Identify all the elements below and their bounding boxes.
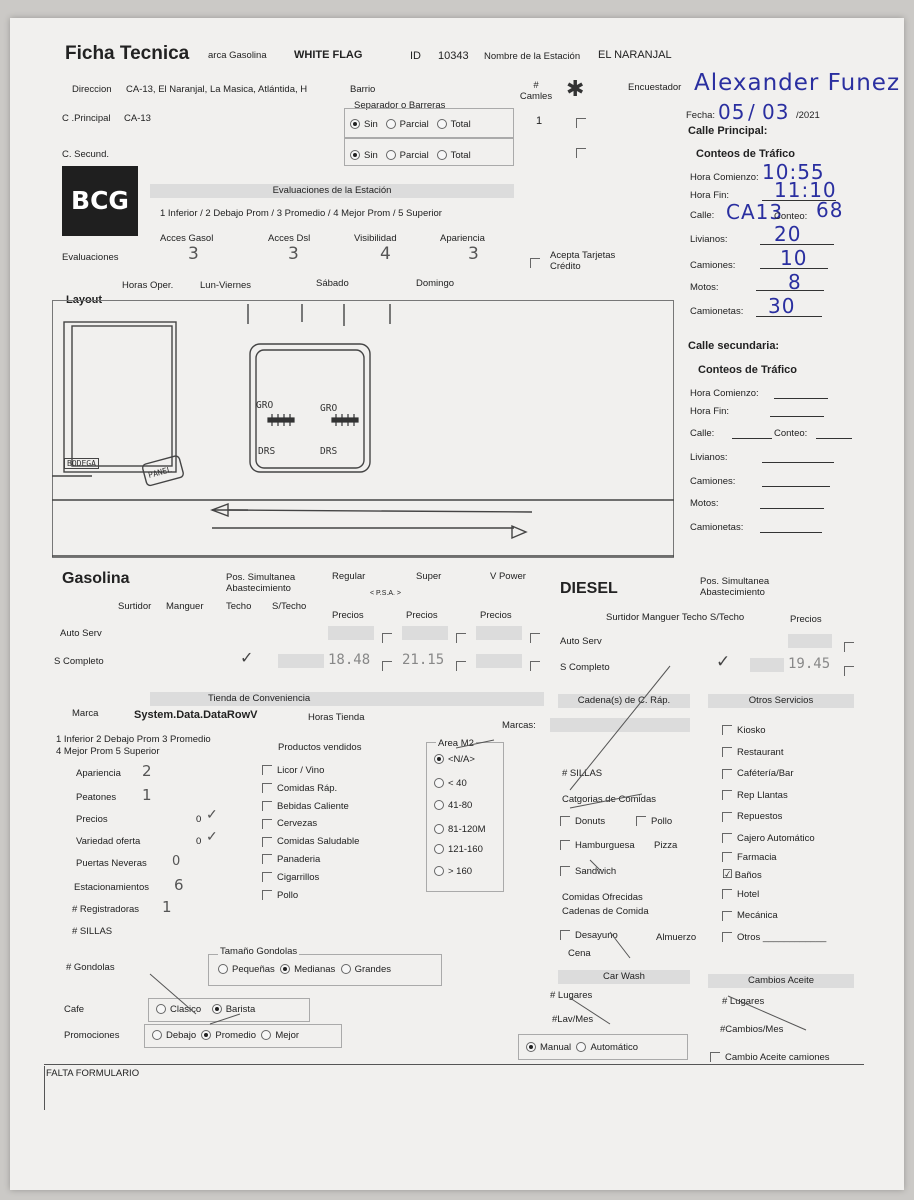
area-na[interactable]: <N/A> (434, 754, 475, 765)
camiles-count: 1 (536, 115, 543, 127)
sec-motos-label: Motos: (690, 498, 719, 509)
comida-almuerzo-label: Almuerzo (656, 932, 697, 943)
pump2-top: GRO (320, 403, 338, 414)
scribble-mark: ✱ (566, 76, 585, 101)
fecha-month: 03 (762, 100, 790, 124)
cadenas-heading: Cadena(s) de C. Ráp. (558, 694, 690, 708)
carwash-lugares-label: # Lugares (550, 990, 593, 1001)
area-heading: Area M2 (438, 738, 474, 749)
cafe-options[interactable]: Clasico Barista (156, 1004, 255, 1015)
csecund-label: C. Secund. (62, 149, 109, 160)
area-lt40[interactable]: < 40 (434, 778, 467, 789)
categorias-label: Catgorias de Comidas (562, 794, 656, 805)
form-title: Ficha Tecnica (65, 43, 190, 64)
station-label: Nombre de la Estación (484, 51, 581, 62)
productos-heading: Productos vendidos (278, 742, 362, 753)
hora-fin-label: Hora Fin: (690, 190, 730, 201)
gasolina-surtidor: Surtidor (118, 601, 152, 612)
otro-hotel[interactable]: Hotel (722, 884, 826, 906)
tienda-scale1: 1 Inferior 2 Debajo Prom 3 Promedio (56, 734, 211, 745)
precios-regular-label: Precios (332, 610, 364, 621)
gas-techo-checkmark: ✓ (240, 650, 254, 667)
cat-pollo[interactable]: Pollo (636, 816, 672, 827)
tienda-marca-value: System.Data.DataRowV (134, 709, 258, 721)
calle-label: Calle: (690, 210, 715, 221)
eval-gasol-value: 3 (188, 244, 199, 264)
area-41-80[interactable]: 41-80 (434, 800, 472, 811)
cprincipal-label: C .Principal (62, 113, 111, 124)
gasolina-pos-sim: Pos. Simultanea Abastecimiento (226, 572, 296, 594)
tienda-scale2: 4 Mejor Prom 5 Superior (56, 746, 160, 757)
otro-repuestos[interactable]: Repuestos (722, 806, 826, 828)
gasolina-vpower: V Power (490, 571, 526, 582)
evaluaciones-scale: 1 Inferior / 2 Debajo Prom / 3 Promedio / 4 Mejor Prom / 5 Superior (160, 208, 442, 219)
camionetas-label: Camionetas: (690, 306, 744, 317)
fecha-day: 05 (718, 100, 746, 124)
cadenas-sillas-label: # SILLAS (562, 768, 603, 779)
gas-s-completo-label: S Completo (54, 656, 104, 667)
survey-form-sheet (10, 18, 904, 1190)
cat-donuts[interactable]: Donuts (560, 816, 605, 827)
area-121-160[interactable]: 121-160 (434, 844, 483, 855)
sec-camiones-label: Camiones: (690, 476, 736, 487)
tamano-options[interactable]: Pequeñas Medianas Grandes (218, 964, 391, 975)
variedad-label: Variedad oferta (76, 836, 141, 847)
separador-secund-options[interactable]: Sin Parcial Total (350, 150, 471, 161)
hora-fin-value: 11:10 (774, 178, 837, 202)
gondolas-label: # Gondolas (66, 962, 115, 973)
promociones-label: Promociones (64, 1030, 120, 1041)
otro-rep-llantas[interactable]: Rep Llantas (722, 785, 826, 807)
cat-pizza-label: Pizza (654, 840, 678, 851)
pump2-bottom: DRS (320, 446, 338, 457)
encuestador-label: Encuestador (628, 82, 682, 93)
motos-value: 8 (788, 270, 802, 294)
horas-dom: Domingo (416, 278, 455, 289)
cambios-mes-label: #Cambios/Mes (720, 1024, 784, 1035)
eval-col-dsl: Acces Dsl (268, 233, 311, 244)
gasolina-manguer: Manguer (166, 601, 204, 612)
tienda-sillas-label: # SILLAS (72, 926, 113, 937)
producto-bebidas-caliente[interactable]: Bebidas Caliente (262, 798, 359, 816)
horas-label: Horas Oper. (122, 280, 174, 291)
puertas-value: 0 (172, 854, 181, 869)
registradoras-label: # Registradoras (72, 904, 140, 915)
promo-options[interactable]: Debajo Promedio Mejor (152, 1030, 299, 1041)
precios-checkmark: ✓ (206, 806, 218, 822)
cat-sandwich[interactable]: Sandwich (560, 866, 616, 877)
layout-label: Layout (66, 294, 103, 306)
calle-principal-heading: Calle Principal: (688, 125, 768, 137)
carwash-lavmes-label: #Lav/Mes (552, 1014, 594, 1025)
cafe-label: Cafe (64, 1004, 85, 1015)
sec-hora-fin-label: Hora Fin: (690, 406, 730, 417)
camiones-label: Camiones: (690, 260, 736, 271)
precios-super-label: Precios (406, 610, 438, 621)
camiles-label: # Camles (519, 80, 553, 102)
carwash-type-options[interactable]: Manual Automático (526, 1042, 638, 1053)
pump1-bottom: DRS (258, 446, 276, 457)
horas-lun: Lun-Viernes (200, 280, 252, 291)
gasolina-super: Super (416, 571, 442, 582)
conteos-secundaria-heading: Conteos de Tráfico (698, 364, 798, 376)
conteo-label: Conteo: (774, 211, 808, 222)
eval-col-apariencia: Apariencia (440, 233, 485, 244)
cat-hamburguesa[interactable]: Hamburguesa (560, 840, 635, 851)
fecha-sep: / (748, 100, 756, 124)
conteos-principal-heading: Conteos de Tráfico (696, 148, 796, 160)
otro-restaurant[interactable]: Restaurant (722, 742, 826, 764)
marca-value: WHITE FLAG (294, 49, 363, 61)
separador-label: Separador o Barreras (354, 100, 446, 111)
comida-desayuno[interactable]: Desayuno (560, 930, 618, 941)
fecha-year: /2021 (796, 110, 820, 121)
direccion-value: CA-13, El Naranjal, La Masica, Atlántida, H (126, 84, 308, 95)
sec-conteo-label: Conteo: (774, 428, 808, 439)
producto-comidas-rap[interactable]: Comidas Ráp. (262, 780, 359, 798)
peatones-label: Peatones (76, 792, 117, 803)
cprincipal-value: CA-13 (124, 113, 151, 124)
encuestador-value: Alexander Funez (694, 70, 901, 96)
otro-otros[interactable]: Otros ____________ (722, 927, 826, 949)
estacionamientos-value: 6 (174, 876, 184, 894)
gasolina-psa: < P.S.A. > (370, 590, 402, 597)
calle-value: CA13 (726, 200, 784, 224)
diesel-heading: DIESEL (560, 580, 618, 597)
registradoras-value: 1 (162, 898, 172, 916)
sec-livianos-label: Livianos: (690, 452, 728, 463)
fecha-label: Fecha: (686, 110, 716, 121)
producto-pollo[interactable]: Pollo (262, 887, 359, 905)
diesel-precios-label: Precios (790, 614, 822, 625)
price-super: 21.15 (402, 652, 445, 668)
eval-apariencia-value: 3 (468, 244, 479, 264)
area-81-120[interactable]: 81-120M (434, 824, 486, 835)
comidas-ofrecidas-label: Comidas Ofrecidas (562, 892, 643, 903)
otro-farmacia[interactable]: Farmacia (722, 850, 826, 866)
eval-col-gasol: Acces Gasol (160, 233, 214, 244)
pen-strikes (10, 18, 904, 1190)
eval-col-visibilidad: Visibilidad (354, 233, 397, 244)
carwash-heading: Car Wash (558, 970, 690, 984)
livianos-value: 20 (774, 222, 802, 246)
camiones-value: 10 (780, 246, 808, 270)
eval-dsl-value: 3 (288, 244, 299, 264)
diesel-s-completo-label: S Completo (560, 662, 610, 673)
otro-kiosko[interactable]: Kiosko (722, 720, 826, 742)
tarjetas-label: Acepta Tarjetas Crédito (550, 250, 616, 272)
tienda-marca-label: Marca (72, 708, 99, 719)
camionetas-value: 30 (768, 294, 796, 318)
livianos-label: Livianos: (690, 234, 728, 245)
conteo-value: 68 (816, 198, 844, 222)
calle-secundaria-heading: Calle secundaria: (688, 340, 780, 352)
evaluaciones-label: Evaluaciones (62, 252, 119, 263)
otro-mecanica[interactable]: Mecánica (722, 905, 826, 927)
otro-banos[interactable]: ☑ Baños (722, 866, 762, 881)
cambios-lugares-label: # Lugares (722, 996, 765, 1007)
producto-comidas-saludable[interactable]: Comidas Saludable (262, 833, 359, 851)
sec-camionetas-label: Camionetas: (690, 522, 744, 533)
otro-cajero[interactable]: Cajero Automático (722, 828, 826, 850)
marcas-label: Marcas: (502, 720, 536, 731)
marca-label: arca Gasolina (208, 50, 267, 61)
tamano-heading: Tamaño Gondolas (220, 946, 298, 957)
diesel-techo-checkmark: ✓ (716, 652, 731, 671)
panel-label: PANEL (147, 465, 173, 480)
gasolina-heading: Gasolina (62, 570, 130, 587)
pump1-top: GRO (256, 400, 274, 411)
barrio-label: Barrio (350, 84, 376, 95)
hora-comienzo-label: Hora Comienzo: (690, 172, 759, 183)
producto-cervezas[interactable]: Cervezas (262, 815, 359, 833)
precios-vpower-label: Precios (480, 610, 512, 621)
sec-hora-comienzo-label: Hora Comienzo: (690, 388, 759, 399)
diesel-price: 19.45 (788, 656, 831, 672)
producto-cigarrillos[interactable]: Cigarrillos (262, 869, 359, 887)
station-value: EL NARANJAL (598, 49, 672, 61)
variedad-checkmark: ✓ (206, 828, 218, 844)
falta-formulario: FALTA FORMULARIO (46, 1068, 140, 1079)
diesel-header-row: Surtidor Manguer Techo S/Techo (606, 612, 745, 623)
puertas-label: Puertas Neveras (76, 858, 147, 869)
horas-sab: Sábado (316, 278, 349, 289)
evaluaciones-heading: Evaluaciones de la Estación (150, 184, 514, 198)
cambio-camiones[interactable]: Cambio Aceite camiones (710, 1052, 830, 1063)
precios-value: 0 (196, 814, 202, 825)
peatones-value: 1 (142, 786, 152, 804)
diesel-pos-sim: Pos. Simultanea Abastecimiento (700, 576, 770, 598)
separador-principal-options[interactable]: Sin Parcial Total (350, 119, 471, 130)
bodega-label: BODEGA (64, 458, 99, 469)
comida-cena-label: Cena (568, 948, 591, 959)
cadenas-comida-label: Cadenas de Comida (562, 906, 649, 917)
cambios-heading: Cambios Aceite (708, 974, 854, 988)
gasolina-techo: Techo (226, 601, 252, 612)
producto-licor[interactable]: Licor / Vino (262, 762, 359, 780)
producto-panaderia[interactable]: Panaderia (262, 851, 359, 869)
hora-comienzo-value: 10:55 (762, 160, 825, 184)
direccion-label: Direccion (72, 84, 112, 95)
id-label: ID (410, 50, 421, 62)
precios-label: Precios (76, 814, 108, 825)
gas-auto-serv-label: Auto Serv (60, 628, 102, 639)
id-value: 10343 (438, 50, 469, 62)
gasolina-regular: Regular (332, 571, 366, 582)
sec-calle-label: Calle: (690, 428, 715, 439)
bcg-logo: BCG (62, 166, 138, 236)
motos-label: Motos: (690, 282, 719, 293)
price-regular: 18.48 (328, 652, 371, 668)
area-gt160[interactable]: > 160 (434, 866, 472, 877)
estacionamientos-label: Estacionamientos (74, 882, 149, 893)
diesel-auto-serv-label: Auto Serv (560, 636, 602, 647)
apariencia-label: Apariencia (76, 768, 121, 779)
tienda-heading: Tienda de Conveniencia (150, 692, 544, 706)
apariencia-value: 2 (142, 762, 152, 780)
eval-visibilidad-value: 4 (380, 244, 391, 264)
otro-cafeteria[interactable]: Cafétería/Bar (722, 763, 826, 785)
otros-heading: Otros Servicios (708, 694, 854, 708)
variedad-value: 0 (196, 836, 202, 847)
gasolina-stecho: S/Techo (272, 601, 307, 612)
horas-tienda-label: Horas Tienda (308, 712, 365, 723)
